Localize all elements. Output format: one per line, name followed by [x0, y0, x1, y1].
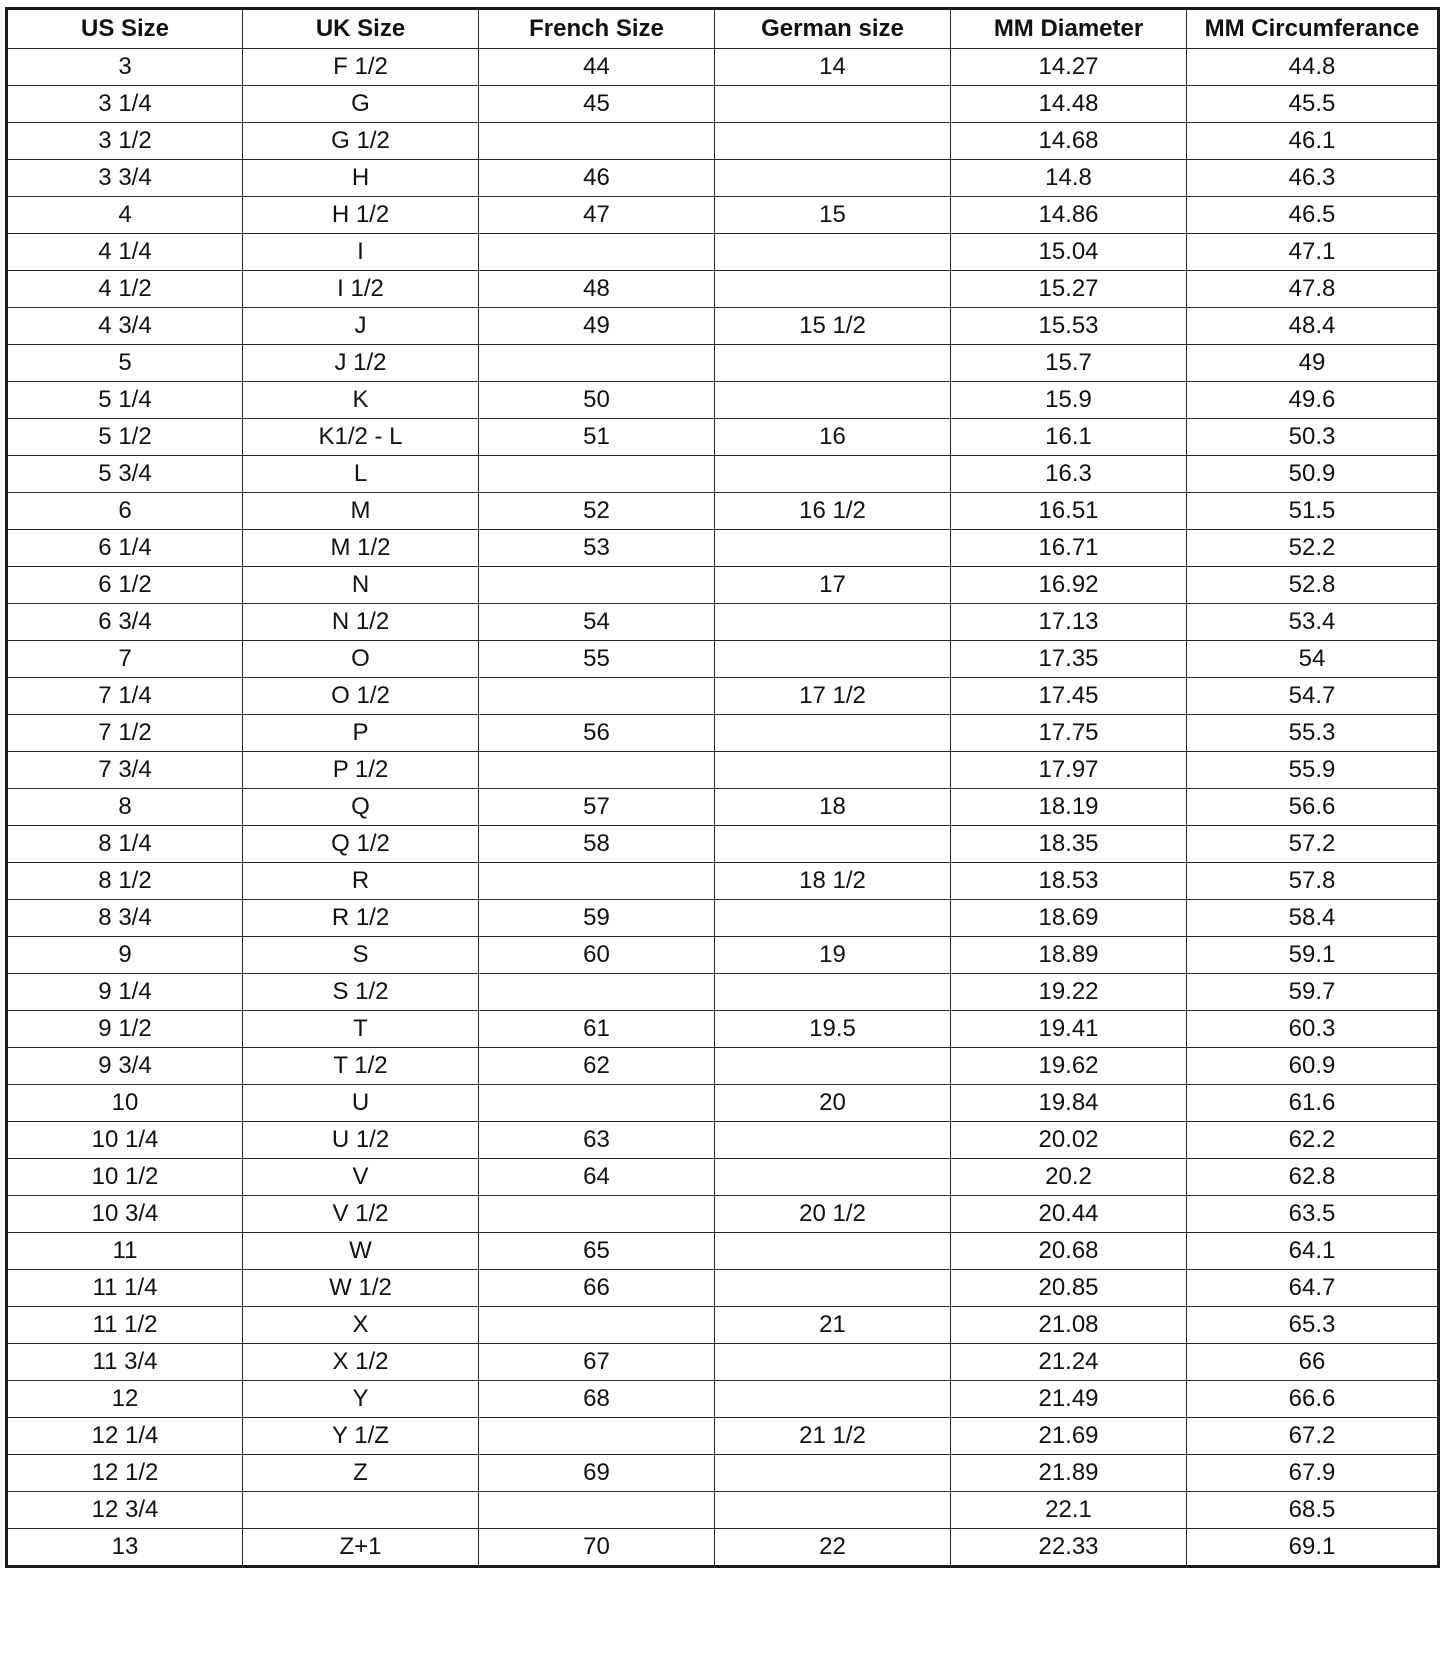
mm-circumference-cell: 45.5	[1187, 86, 1439, 123]
mm-circumference-cell: 52.2	[1187, 530, 1439, 567]
mm-circumference-cell: 67.2	[1187, 1418, 1439, 1455]
table-row	[7, 1529, 1439, 1567]
table-row	[7, 715, 1439, 752]
french-size-cell: 46	[479, 160, 715, 197]
table-row	[7, 86, 1439, 123]
table-row	[7, 456, 1439, 493]
uk-size-cell: I	[243, 234, 479, 271]
us-size-cell: 9	[7, 937, 243, 974]
mm-diameter-cell: 15.9	[951, 382, 1187, 419]
uk-size-cell: S 1/2	[243, 974, 479, 1011]
mm-circumference-cell: 67.9	[1187, 1455, 1439, 1492]
uk-size-cell: V	[243, 1159, 479, 1196]
mm-diameter-cell: 15.04	[951, 234, 1187, 271]
mm-diameter-cell: 15.53	[951, 308, 1187, 345]
german-size-cell	[715, 1381, 951, 1418]
german-size-cell: 20	[715, 1085, 951, 1122]
german-size-cell: 15	[715, 197, 951, 234]
table-row	[7, 1270, 1439, 1307]
us-size-cell: 13	[7, 1529, 243, 1567]
us-size-cell: 6	[7, 493, 243, 530]
us-size-cell: 8 3/4	[7, 900, 243, 937]
german-size-cell	[715, 1159, 951, 1196]
header-german-size: German size	[715, 9, 951, 49]
mm-circumference-cell: 46.3	[1187, 160, 1439, 197]
mm-diameter-cell: 16.71	[951, 530, 1187, 567]
mm-diameter-cell: 19.84	[951, 1085, 1187, 1122]
us-size-cell: 4	[7, 197, 243, 234]
header-mm-diameter: MM Diameter	[951, 9, 1187, 49]
mm-circumference-cell: 44.8	[1187, 49, 1439, 86]
us-size-cell: 6 3/4	[7, 604, 243, 641]
mm-circumference-cell: 58.4	[1187, 900, 1439, 937]
us-size-cell: 9 1/2	[7, 1011, 243, 1048]
uk-size-cell: N	[243, 567, 479, 604]
table-row	[7, 1085, 1439, 1122]
us-size-cell: 5 3/4	[7, 456, 243, 493]
uk-size-cell: R	[243, 863, 479, 900]
mm-diameter-cell: 17.97	[951, 752, 1187, 789]
mm-diameter-cell: 18.19	[951, 789, 1187, 826]
uk-size-cell: P 1/2	[243, 752, 479, 789]
table-row	[7, 530, 1439, 567]
mm-diameter-cell: 17.45	[951, 678, 1187, 715]
german-size-cell	[715, 641, 951, 678]
mm-diameter-cell: 21.24	[951, 1344, 1187, 1381]
mm-circumference-cell: 52.8	[1187, 567, 1439, 604]
uk-size-cell: T 1/2	[243, 1048, 479, 1085]
uk-size-cell: M 1/2	[243, 530, 479, 567]
uk-size-cell: Z	[243, 1455, 479, 1492]
german-size-cell	[715, 752, 951, 789]
mm-circumference-cell: 56.6	[1187, 789, 1439, 826]
mm-circumference-cell: 64.1	[1187, 1233, 1439, 1270]
mm-diameter-cell: 20.85	[951, 1270, 1187, 1307]
mm-diameter-cell: 15.7	[951, 345, 1187, 382]
table-row	[7, 789, 1439, 826]
french-size-cell	[479, 1196, 715, 1233]
french-size-cell	[479, 1418, 715, 1455]
french-size-cell	[479, 974, 715, 1011]
table-row	[7, 1011, 1439, 1048]
us-size-cell: 10 1/4	[7, 1122, 243, 1159]
header-uk-size: UK Size	[243, 9, 479, 49]
mm-circumference-cell: 53.4	[1187, 604, 1439, 641]
uk-size-cell: N 1/2	[243, 604, 479, 641]
german-size-cell	[715, 271, 951, 308]
mm-circumference-cell: 48.4	[1187, 308, 1439, 345]
uk-size-cell: H	[243, 160, 479, 197]
mm-diameter-cell: 20.68	[951, 1233, 1187, 1270]
german-size-cell: 22	[715, 1529, 951, 1567]
french-size-cell: 50	[479, 382, 715, 419]
us-size-cell: 8	[7, 789, 243, 826]
uk-size-cell: G 1/2	[243, 123, 479, 160]
table-row	[7, 1455, 1439, 1492]
us-size-cell: 6 1/2	[7, 567, 243, 604]
german-size-cell	[715, 160, 951, 197]
uk-size-cell: Y	[243, 1381, 479, 1418]
german-size-cell	[715, 1455, 951, 1492]
table-row	[7, 308, 1439, 345]
table-row	[7, 493, 1439, 530]
us-size-cell: 9 3/4	[7, 1048, 243, 1085]
french-size-cell	[479, 234, 715, 271]
german-size-cell	[715, 123, 951, 160]
french-size-cell	[479, 123, 715, 160]
french-size-cell	[479, 678, 715, 715]
uk-size-cell: P	[243, 715, 479, 752]
uk-size-cell: I 1/2	[243, 271, 479, 308]
table-row	[7, 1381, 1439, 1418]
mm-circumference-cell: 51.5	[1187, 493, 1439, 530]
french-size-cell: 52	[479, 493, 715, 530]
mm-circumference-cell: 64.7	[1187, 1270, 1439, 1307]
german-size-cell: 18	[715, 789, 951, 826]
mm-diameter-cell: 16.3	[951, 456, 1187, 493]
table-row	[7, 1492, 1439, 1529]
german-size-cell	[715, 1233, 951, 1270]
mm-circumference-cell: 57.2	[1187, 826, 1439, 863]
mm-circumference-cell: 60.9	[1187, 1048, 1439, 1085]
mm-diameter-cell: 20.44	[951, 1196, 1187, 1233]
mm-diameter-cell: 17.35	[951, 641, 1187, 678]
mm-circumference-cell: 46.1	[1187, 123, 1439, 160]
table-row	[7, 937, 1439, 974]
table-row	[7, 567, 1439, 604]
french-size-cell: 47	[479, 197, 715, 234]
mm-diameter-cell: 22.33	[951, 1529, 1187, 1567]
uk-size-cell: V 1/2	[243, 1196, 479, 1233]
french-size-cell	[479, 1492, 715, 1529]
mm-diameter-cell: 20.02	[951, 1122, 1187, 1159]
mm-diameter-cell: 19.62	[951, 1048, 1187, 1085]
german-size-cell	[715, 826, 951, 863]
header-mm-circumference: MM Circumferance	[1187, 9, 1439, 49]
mm-circumference-cell: 66.6	[1187, 1381, 1439, 1418]
uk-size-cell: H 1/2	[243, 197, 479, 234]
german-size-cell: 19.5	[715, 1011, 951, 1048]
german-size-cell	[715, 86, 951, 123]
german-size-cell	[715, 1048, 951, 1085]
mm-circumference-cell: 50.3	[1187, 419, 1439, 456]
french-size-cell: 44	[479, 49, 715, 86]
us-size-cell: 10	[7, 1085, 243, 1122]
mm-circumference-cell: 68.5	[1187, 1492, 1439, 1529]
french-size-cell: 66	[479, 1270, 715, 1307]
french-size-cell: 62	[479, 1048, 715, 1085]
uk-size-cell: R 1/2	[243, 900, 479, 937]
uk-size-cell: W 1/2	[243, 1270, 479, 1307]
us-size-cell: 4 3/4	[7, 308, 243, 345]
french-size-cell	[479, 345, 715, 382]
us-size-cell: 12 1/4	[7, 1418, 243, 1455]
german-size-cell: 18 1/2	[715, 863, 951, 900]
table-row	[7, 1122, 1439, 1159]
header-us-size: US Size	[7, 9, 243, 49]
table-row	[7, 49, 1439, 86]
mm-diameter-cell: 16.1	[951, 419, 1187, 456]
uk-size-cell: M	[243, 493, 479, 530]
mm-diameter-cell: 18.35	[951, 826, 1187, 863]
table-header	[7, 9, 1439, 49]
mm-diameter-cell: 19.41	[951, 1011, 1187, 1048]
mm-circumference-cell: 62.8	[1187, 1159, 1439, 1196]
uk-size-cell: G	[243, 86, 479, 123]
german-size-cell: 17 1/2	[715, 678, 951, 715]
german-size-cell	[715, 1270, 951, 1307]
french-size-cell: 48	[479, 271, 715, 308]
mm-circumference-cell: 49.6	[1187, 382, 1439, 419]
french-size-cell: 59	[479, 900, 715, 937]
german-size-cell	[715, 974, 951, 1011]
us-size-cell: 11 1/4	[7, 1270, 243, 1307]
german-size-cell: 19	[715, 937, 951, 974]
mm-diameter-cell: 21.08	[951, 1307, 1187, 1344]
us-size-cell: 8 1/2	[7, 863, 243, 900]
us-size-cell: 10 3/4	[7, 1196, 243, 1233]
mm-diameter-cell: 18.69	[951, 900, 1187, 937]
mm-circumference-cell: 60.3	[1187, 1011, 1439, 1048]
us-size-cell: 3 3/4	[7, 160, 243, 197]
mm-diameter-cell: 20.2	[951, 1159, 1187, 1196]
mm-diameter-cell: 17.75	[951, 715, 1187, 752]
french-size-cell: 68	[479, 1381, 715, 1418]
table-row	[7, 1233, 1439, 1270]
us-size-cell: 7 1/2	[7, 715, 243, 752]
uk-size-cell: X 1/2	[243, 1344, 479, 1381]
mm-circumference-cell: 61.6	[1187, 1085, 1439, 1122]
mm-diameter-cell: 15.27	[951, 271, 1187, 308]
german-size-cell: 16	[715, 419, 951, 456]
mm-diameter-cell: 14.8	[951, 160, 1187, 197]
german-size-cell: 21 1/2	[715, 1418, 951, 1455]
french-size-cell: 55	[479, 641, 715, 678]
table-row	[7, 863, 1439, 900]
header-row	[7, 9, 1439, 49]
french-size-cell: 54	[479, 604, 715, 641]
us-size-cell: 3	[7, 49, 243, 86]
uk-size-cell: X	[243, 1307, 479, 1344]
mm-circumference-cell: 54	[1187, 641, 1439, 678]
mm-circumference-cell: 66	[1187, 1344, 1439, 1381]
us-size-cell: 3 1/2	[7, 123, 243, 160]
mm-circumference-cell: 46.5	[1187, 197, 1439, 234]
table-row	[7, 826, 1439, 863]
us-size-cell: 8 1/4	[7, 826, 243, 863]
french-size-cell: 60	[479, 937, 715, 974]
german-size-cell: 14	[715, 49, 951, 86]
table-row	[7, 604, 1439, 641]
french-size-cell: 58	[479, 826, 715, 863]
uk-size-cell	[243, 1492, 479, 1529]
mm-circumference-cell: 63.5	[1187, 1196, 1439, 1233]
french-size-cell	[479, 456, 715, 493]
us-size-cell: 11 1/2	[7, 1307, 243, 1344]
us-size-cell: 4 1/4	[7, 234, 243, 271]
uk-size-cell: T	[243, 1011, 479, 1048]
us-size-cell: 7 1/4	[7, 678, 243, 715]
uk-size-cell: K	[243, 382, 479, 419]
french-size-cell: 64	[479, 1159, 715, 1196]
mm-diameter-cell: 22.1	[951, 1492, 1187, 1529]
table-row	[7, 382, 1439, 419]
mm-diameter-cell: 14.48	[951, 86, 1187, 123]
mm-diameter-cell: 16.51	[951, 493, 1187, 530]
table-row	[7, 1344, 1439, 1381]
german-size-cell	[715, 234, 951, 271]
french-size-cell: 61	[479, 1011, 715, 1048]
french-size-cell: 49	[479, 308, 715, 345]
german-size-cell	[715, 900, 951, 937]
german-size-cell: 17	[715, 567, 951, 604]
german-size-cell: 15 1/2	[715, 308, 951, 345]
uk-size-cell: J	[243, 308, 479, 345]
table-row	[7, 1196, 1439, 1233]
table-row	[7, 1048, 1439, 1085]
german-size-cell	[715, 604, 951, 641]
uk-size-cell: O 1/2	[243, 678, 479, 715]
mm-circumference-cell: 49	[1187, 345, 1439, 382]
uk-size-cell: J 1/2	[243, 345, 479, 382]
mm-circumference-cell: 47.1	[1187, 234, 1439, 271]
french-size-cell: 45	[479, 86, 715, 123]
mm-circumference-cell: 62.2	[1187, 1122, 1439, 1159]
table-row	[7, 419, 1439, 456]
mm-circumference-cell: 59.1	[1187, 937, 1439, 974]
french-size-cell	[479, 863, 715, 900]
us-size-cell: 12 3/4	[7, 1492, 243, 1529]
german-size-cell	[715, 715, 951, 752]
table-row	[7, 234, 1439, 271]
mm-diameter-cell: 14.68	[951, 123, 1187, 160]
french-size-cell: 65	[479, 1233, 715, 1270]
german-size-cell	[715, 1122, 951, 1159]
ring-size-conversion-table	[5, 7, 1440, 1568]
table-row	[7, 974, 1439, 1011]
german-size-cell	[715, 530, 951, 567]
french-size-cell: 53	[479, 530, 715, 567]
french-size-cell	[479, 1307, 715, 1344]
french-size-cell: 70	[479, 1529, 715, 1567]
french-size-cell: 63	[479, 1122, 715, 1159]
french-size-cell: 56	[479, 715, 715, 752]
us-size-cell: 3 1/4	[7, 86, 243, 123]
mm-diameter-cell: 17.13	[951, 604, 1187, 641]
table-row	[7, 197, 1439, 234]
mm-circumference-cell: 57.8	[1187, 863, 1439, 900]
mm-diameter-cell: 19.22	[951, 974, 1187, 1011]
mm-diameter-cell: 16.92	[951, 567, 1187, 604]
mm-circumference-cell: 55.3	[1187, 715, 1439, 752]
french-size-cell: 67	[479, 1344, 715, 1381]
mm-circumference-cell: 69.1	[1187, 1529, 1439, 1567]
mm-diameter-cell: 14.86	[951, 197, 1187, 234]
us-size-cell: 5 1/2	[7, 419, 243, 456]
french-size-cell: 57	[479, 789, 715, 826]
table-row	[7, 1307, 1439, 1344]
table-row	[7, 678, 1439, 715]
table-row	[7, 123, 1439, 160]
mm-diameter-cell: 18.89	[951, 937, 1187, 974]
table-row	[7, 1418, 1439, 1455]
mm-circumference-cell: 65.3	[1187, 1307, 1439, 1344]
us-size-cell: 6 1/4	[7, 530, 243, 567]
table-row	[7, 160, 1439, 197]
german-size-cell: 20 1/2	[715, 1196, 951, 1233]
table-row	[7, 345, 1439, 382]
us-size-cell: 12 1/2	[7, 1455, 243, 1492]
table-row	[7, 641, 1439, 678]
us-size-cell: 11 3/4	[7, 1344, 243, 1381]
uk-size-cell: F 1/2	[243, 49, 479, 86]
uk-size-cell: Q 1/2	[243, 826, 479, 863]
mm-diameter-cell: 21.69	[951, 1418, 1187, 1455]
uk-size-cell: U	[243, 1085, 479, 1122]
uk-size-cell: K1/2 - L	[243, 419, 479, 456]
german-size-cell: 21	[715, 1307, 951, 1344]
table-row	[7, 1159, 1439, 1196]
german-size-cell	[715, 382, 951, 419]
uk-size-cell: W	[243, 1233, 479, 1270]
us-size-cell: 9 1/4	[7, 974, 243, 1011]
uk-size-cell: Y 1/Z	[243, 1418, 479, 1455]
table-row	[7, 752, 1439, 789]
mm-circumference-cell: 47.8	[1187, 271, 1439, 308]
us-size-cell: 5	[7, 345, 243, 382]
french-size-cell	[479, 752, 715, 789]
uk-size-cell: S	[243, 937, 479, 974]
mm-diameter-cell: 18.53	[951, 863, 1187, 900]
german-size-cell	[715, 1492, 951, 1529]
french-size-cell	[479, 567, 715, 604]
mm-diameter-cell: 21.49	[951, 1381, 1187, 1418]
uk-size-cell: U 1/2	[243, 1122, 479, 1159]
uk-size-cell: O	[243, 641, 479, 678]
german-size-cell	[715, 456, 951, 493]
table-row	[7, 900, 1439, 937]
german-size-cell	[715, 1344, 951, 1381]
german-size-cell	[715, 345, 951, 382]
uk-size-cell: Q	[243, 789, 479, 826]
uk-size-cell: L	[243, 456, 479, 493]
mm-circumference-cell: 54.7	[1187, 678, 1439, 715]
german-size-cell: 16 1/2	[715, 493, 951, 530]
mm-circumference-cell: 55.9	[1187, 752, 1439, 789]
table-body	[7, 49, 1439, 1567]
table-row	[7, 271, 1439, 308]
us-size-cell: 7 3/4	[7, 752, 243, 789]
french-size-cell	[479, 1085, 715, 1122]
us-size-cell: 12	[7, 1381, 243, 1418]
us-size-cell: 7	[7, 641, 243, 678]
mm-diameter-cell: 21.89	[951, 1455, 1187, 1492]
french-size-cell: 69	[479, 1455, 715, 1492]
us-size-cell: 5 1/4	[7, 382, 243, 419]
us-size-cell: 11	[7, 1233, 243, 1270]
uk-size-cell: Z+1	[243, 1529, 479, 1567]
header-french-size: French Size	[479, 9, 715, 49]
mm-diameter-cell: 14.27	[951, 49, 1187, 86]
us-size-cell: 4 1/2	[7, 271, 243, 308]
mm-circumference-cell: 50.9	[1187, 456, 1439, 493]
french-size-cell: 51	[479, 419, 715, 456]
us-size-cell: 10 1/2	[7, 1159, 243, 1196]
mm-circumference-cell: 59.7	[1187, 974, 1439, 1011]
